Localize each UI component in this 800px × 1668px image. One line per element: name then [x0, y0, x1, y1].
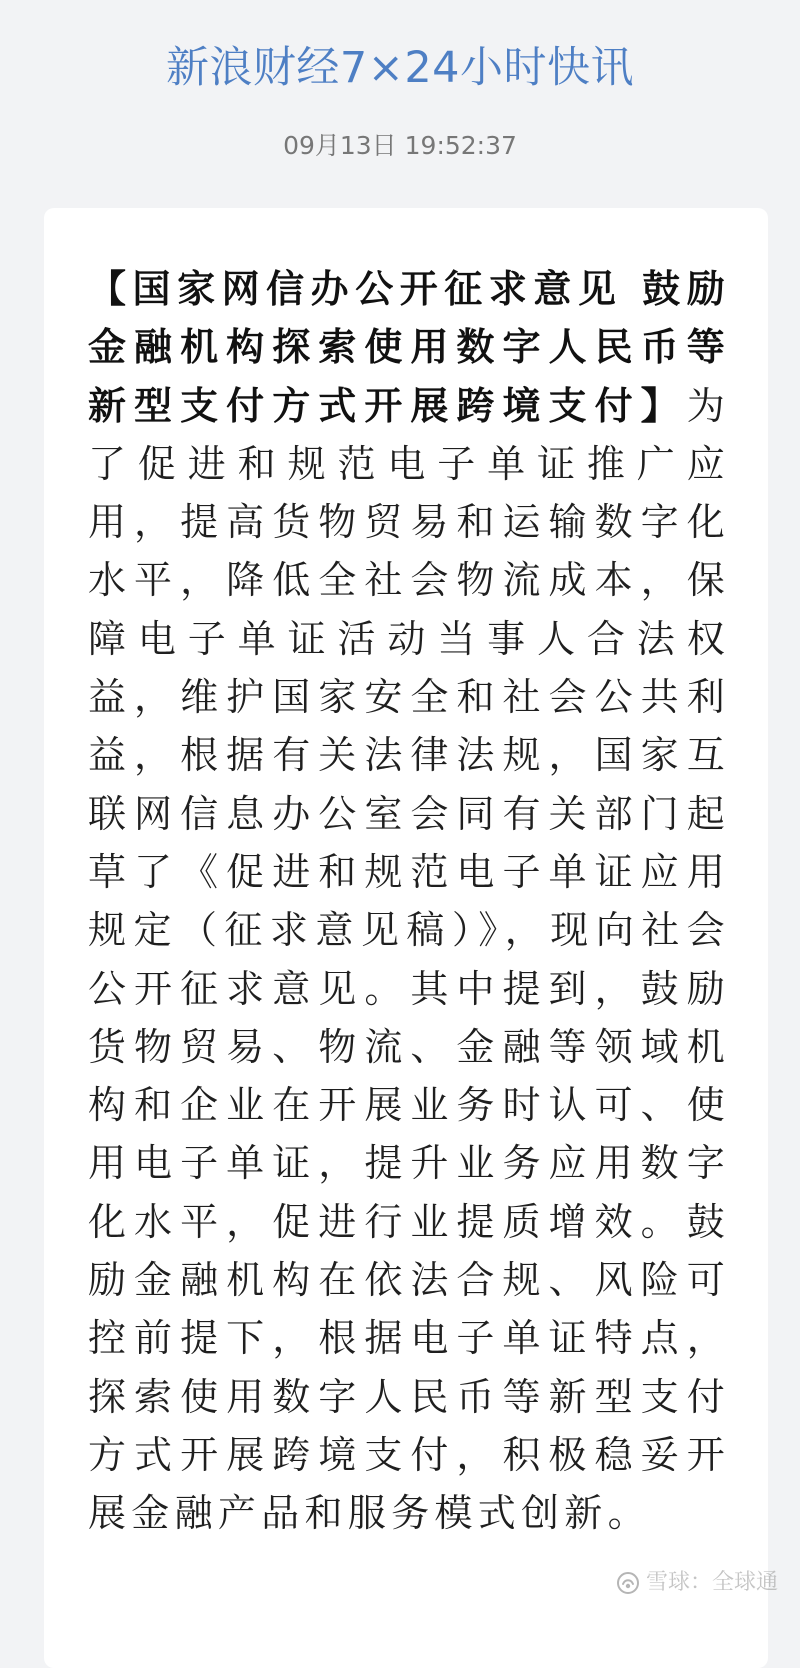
article-body	[88, 260, 730, 1543]
publish-timestamp: 09月13日 19:52:37	[283, 131, 517, 160]
site-watermark	[616, 1569, 778, 1597]
article-headline: 【国家网信办公开征求意见 鼓励金融机构探索使用数字人民币等新型支付方式开展跨境支付】	[88, 267, 730, 428]
snowball-logo-icon	[616, 1571, 640, 1595]
watermark-text: 雪球：全球通	[645, 1570, 778, 1595]
app-title: 新浪财经7×24小时快讯	[165, 43, 635, 93]
article-text: 为了促进和规范电子单证推广应用，提高货物贸易和运输数字化水平，降低全社会物流成本，保障电子单证活动当事人合法权益，维护国家安全和社会公共利益，根据有关法律法规，国家互联网信息办公室会同有关部门起草了《促进和规范电子单证应用规定（征求意见稿）》，现向社会公开征求意见。其中提到，鼓励货物贸易、物流、金融等领域机构和企业在开展业务时认可、使用电子单证，提升业务应用数字化水平，促进行业提质增效。鼓励金融机构在依法合规、风险可控前提下，根据电子单证特点，探索使用数字人民币等新型支付方式开展跨境支付，积极稳妥开展金融产品和服务模式创新。	[88, 383, 730, 1536]
